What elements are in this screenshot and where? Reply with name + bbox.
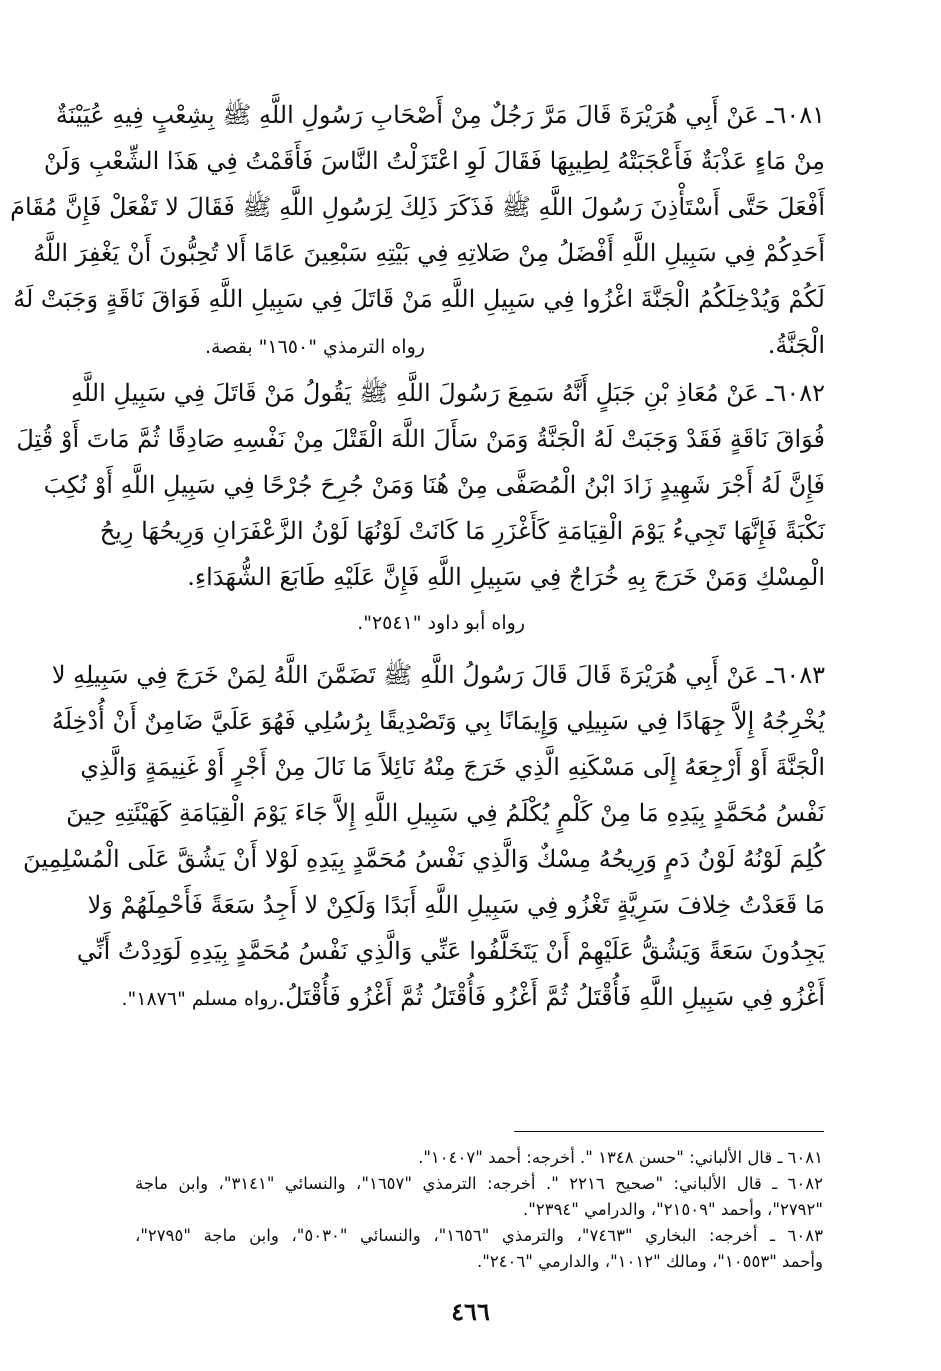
hadith-6082-line-3: فَإِنَّ لَهُ أَجْرَ شَهِيدٍ زَادَ ابْنُ الْمُصَفَّى مِنْ هُنَا وَمَنْ جُرِحَ جُرْحًا فِي سَبِيلِ اللَّهِ أَوْ نُكِبَ: [43, 471, 825, 499]
hadith-6083-line-2: يُخْرِجُهُ إِلاَّ جِهَادًا فِي سَبِيلِي وَإِيمَانًا بِي وَتَصْدِيقًا بِرُسُلِي فَهُوَ عَلَيَّ ضَامِنٌ أَنْ أُدْخِلَهُ: [51, 707, 825, 735]
hadith-6083-line-3: الْجَنَّةَ أَوْ أَرْجِعَهُ إِلَى مَسْكَنِهِ الَّذِي خَرَجَ مِنْهُ نَائِلاً مَا نَالَ مِنْ أَجْرٍ أَوْ غَنِيمَةٍ وَالَّذِي: [80, 753, 825, 781]
hadith-6082: [16, 370, 825, 600]
hadith-6082-source: رواه أبو داود "٢٥٤١".: [357, 612, 525, 634]
hadith-6083-final-line: [121, 974, 825, 1020]
hadith-6083-line-4: نَفْسُ مُحَمَّدٍ بِيَدِهِ مَا مِنْ كَلْمٍ يُكْلَمُ فِي سَبِيلِ اللَّهِ إِلاَّ جَاءَ يَوْمَ الْقِيَامَةِ كَهَيْئَتِهِ حِينَ: [66, 799, 825, 827]
page-number: ٤٦٦: [451, 1297, 490, 1326]
hadith-6081: [10, 92, 825, 368]
hadith-6083-line-5: كُلِمَ لَوْنُهُ لَوْنُ دَمٍ وَرِيحُهُ مِسْكٌ وَالَّذِي نَفْسُ مُحَمَّدٍ بِيَدِهِ لَوْلا أَنْ يَشُقَّ عَلَى الْمُسْلِمِينَ: [23, 845, 825, 873]
hadith-6082-line-5: الْمِسْكِ وَمَنْ خَرَجَ بِهِ خُرَاجٌ فِي سَبِيلِ اللَّهِ فَإِنَّ عَلَيْهِ طَابَعَ الشُّهَدَاءِ.: [187, 563, 825, 591]
hadith-6082-line-2: فُوَاقَ نَاقَةٍ فَقَدْ وَجَبَتْ لَهُ الْجَنَّةُ وَمَنْ سَأَلَ اللَّهَ الْقَتْلَ مِنْ نَفْسِهِ صَادِقًا ثُمَّ مَاتَ أَوْ قُتِلَ: [16, 425, 825, 453]
footnote-6083-line-2: وأحمد "١٠٥٥٣"، ومالك "١٠١٢"، والدارمي "٢٤٠٦".: [476, 1252, 823, 1271]
hadith-6081-line-4: أَحَدِكُمْ فِي سَبِيلِ اللَّهِ أَفْضَلُ مِنْ صَلاتِهِ فِي بَيْتِهِ سَبْعِينَ عَامًا أَلا تُحِبُّونَ أَنْ يَغْفِرَ اللَّهُ: [33, 239, 825, 267]
footnotes: [135, 1145, 823, 1275]
hadith-6081-final-line: [125, 322, 825, 368]
hadith-6083-line-6: مَا قَعَدْتُ خِلافَ سَرِيَّةٍ تَغْزُو فِي سَبِيلِ اللَّهِ أَبَدًا وَلَكِنْ لا أَجِدُ سَعَةً فَأَحْمِلَهُمْ وَلا: [87, 891, 825, 919]
footnote-6082-line-1: ٦٠٨٢ ـ قال الألباني: "صحيح ٢٢١٦ ". أخرجه: الترمذي "١٦٥٧"، والنسائي "٣١٤١"، وابن ماجة: [135, 1174, 823, 1193]
footnote-6081: ٦٠٨١ ـ قال الألباني: "حسن ١٣٤٨ ". أخرجه: أحمد "١٠٤٠٧".: [418, 1148, 823, 1167]
hadith-6081-line-3: أَفْعَلَ حَتَّى أَسْتَأْذِنَ رَسُولَ اللَّهِ ﷺ فَذَكَرَ ذَلِكَ لِرَسُولِ اللَّهِ ﷺ فَقَالَ لا تَفْعَلْ فَإِنَّ مُقَامَ: [10, 193, 825, 221]
hadith-6083-line-8: أَغْزُو فِي سَبِيلِ اللَّهِ فَأُقْتَلُ ثُمَّ أَغْزُو فَأُقْتَلُ ثُمَّ أَغْزُو فَأُقْتَلُ.: [277, 983, 825, 1011]
hadith-6081-line-5: لَكُمْ وَيُدْخِلَكُمُ الْجَنَّةَ اغْزُوا فِي سَبِيلِ اللَّهِ مَنْ قَاتَلَ فِي سَبِيلِ اللَّهِ فَوَاقَ نَاقَةٍ وَجَبَتْ لَهُ: [13, 285, 825, 313]
hadith-6081-line-6: الْجَنَّةُ.: [767, 331, 825, 359]
hadith-6083-source: رواه مسلم "١٨٧٦".: [121, 988, 278, 1010]
footnote-6082-line-2: "٢٧٩٢"، وأحمد "٢١٥٠٩"، والدرامي "٢٣٩٤".: [523, 1200, 823, 1219]
hadith-6081-line-2: مِنْ مَاءٍ عَذْبَةٌ فَأَعْجَبَتْهُ لِطِيبِهَا فَقَالَ لَوِ اعْتَزَلْتُ النَّاسَ فَأَقَمْتُ فِي هَذَا الشِّعْبِ وَلَنْ: [43, 147, 825, 175]
hadith-6083: [23, 652, 825, 1020]
hadith-6081-line-1: ٦٠٨١ـ عَنْ أَبِي هُرَيْرَةَ قَالَ مَرَّ رَجُلٌ مِنْ أَصْحَابِ رَسُولِ اللَّهِ ﷺ بِشِعْبٍ فِيهِ عُيَيْنَةٌ: [55, 101, 825, 129]
hadith-6082-line-4: نَكْبَةً فَإِنَّهَا تَجِيءُ يَوْمَ الْقِيَامَةِ كَأَغْزَرِ مَا كَانَتْ لَوْنُهَا لَوْنُ الزَّعْفَرَانِ وَرِيحُهَا رِيحُ: [99, 517, 825, 545]
footnote-6083-line-1: ٦٠٨٣ ـ أخرجه: البخاري "٧٤٦٣"، والترمذي "١٦٥٦"، والنسائي "٥٠٣٠"، وابن ماجة "٢٧٩٥"،: [135, 1226, 823, 1245]
hadith-6082-source-block: [125, 600, 825, 646]
footnote-divider: [514, 1131, 824, 1132]
hadith-6083-line-7: يَجِدُونَ سَعَةً وَيَشُقُّ عَلَيْهِمْ أَنْ يَتَخَلَّفُوا عَنِّي وَالَّذِي نَفْسُ مُحَمَّدٍ بِيَدِهِ لَوَدِدْتُ أَنِّي: [76, 937, 825, 965]
hadith-6082-line-1: ٦٠٨٢ـ عَنْ مُعَاذِ بْنِ جَبَلٍ أَنَّهُ سَمِعَ رَسُولَ اللَّهِ ﷺ يَقُولُ مَنْ قَاتَلَ فِي سَبِيلِ اللَّهِ: [70, 379, 825, 407]
hadith-6081-source: رواه الترمذي "١٦٥٠" بقصة.: [205, 336, 425, 358]
hadith-6083-line-1: ٦٠٨٣ـ عَنْ أَبِي هُرَيْرَةَ قَالَ قَالَ رَسُولُ اللَّهِ ﷺ تَضَمَّنَ اللَّهُ لِمَنْ خَرَجَ فِي سَبِيلِهِ لا: [51, 661, 825, 689]
